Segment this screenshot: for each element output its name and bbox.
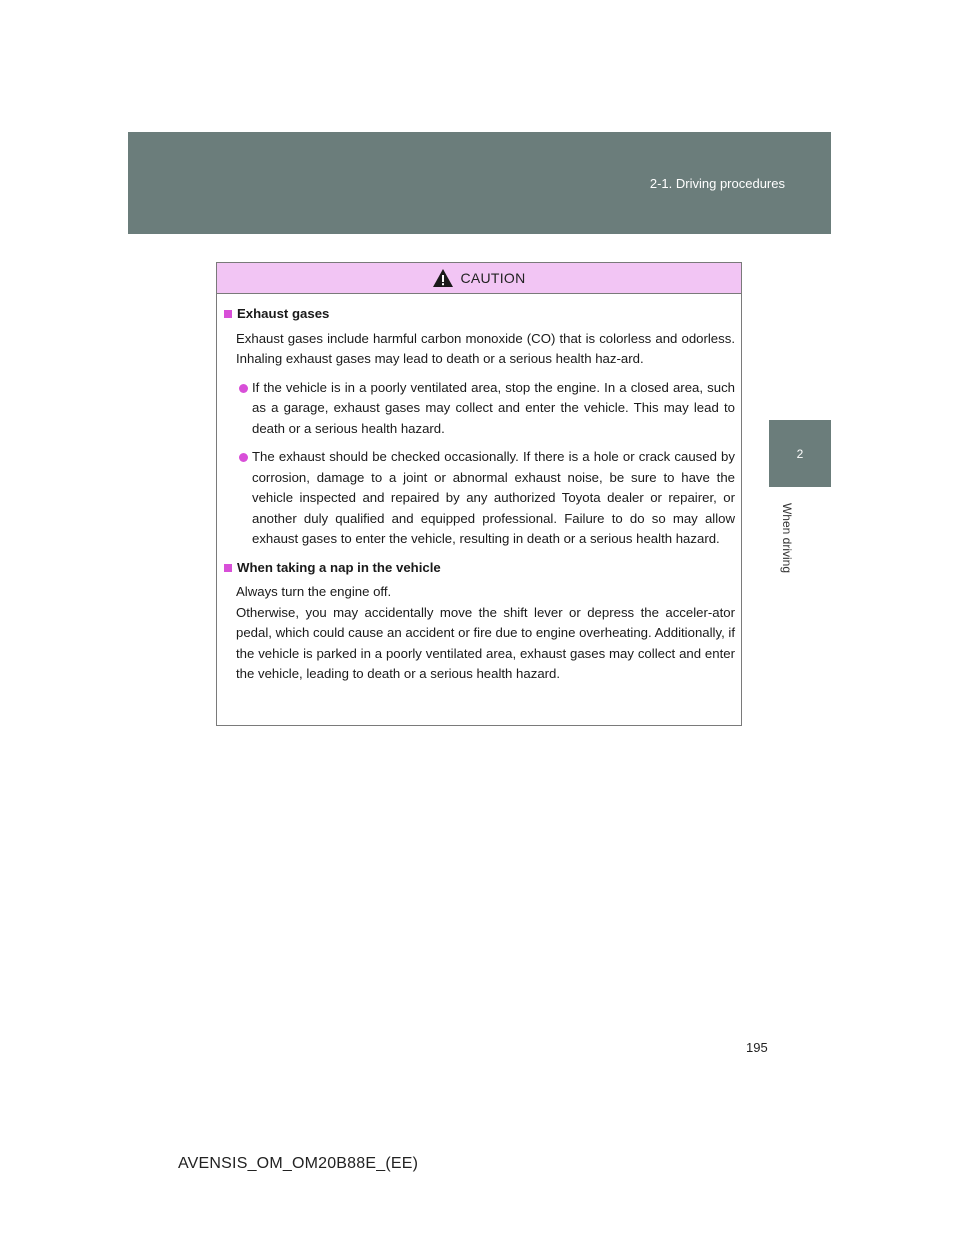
nap-heading: When taking a nap in the vehicle [221, 558, 737, 579]
caution-body [217, 294, 741, 685]
caution-header [217, 263, 741, 294]
chapter-tab [769, 420, 831, 487]
caution-title: CAUTION [460, 270, 526, 286]
document-code: AVENSIS_OM_OM20B88E_(EE) [178, 1155, 419, 1172]
section-title: 2-1. Driving procedures [649, 176, 785, 191]
chapter-number: 2 [796, 446, 804, 461]
header-band [128, 132, 831, 234]
exhaust-heading: Exhaust gases [221, 304, 737, 325]
nap-line-1: Always turn the engine off. [236, 584, 392, 599]
chapter-label [772, 492, 802, 584]
exhaust-bullet-1: If the vehicle is in a poorly ventilated area, stop the engine. In a closed area, such as a garage, exhaust gases may collect and enter the vehicle. This may lead to death or a serious health hazard. [221, 378, 737, 440]
page-number: 195 [746, 1040, 768, 1055]
exhaust-paragraph: Exhaust gases include harmful carbon monoxide (CO) that is colorless and odorless. Inhaling exhaust gases may lead to death or a serious health haz-ard. [236, 330, 735, 366]
chapter-label-text: When driving [780, 502, 794, 574]
nap-line-2: Otherwise, you may accidentally move the shift lever or depress the acceler-ator pedal, which could cause an accident or fire due to engine overheating. Additionally, if the vehicle is parked in a poorly ventilated area, exhaust gases may collect and enter the vehicle, leading to death or a serious health hazard. [236, 604, 736, 681]
exhaust-bullet-2: The exhaust should be checked occasionally. If there is a hole or crack caused by corrosion, damage to a joint or abnormal exhaust noise, be sure to have the vehicle inspected and repaired by any authorized Toyota dealer or repairer, or another duly qualified and equipped professional. Failure to do so may allow exhaust gases to enter the vehicle, resulting in death or a serious health hazard. [221, 447, 737, 550]
warning-triangle-icon [432, 268, 454, 288]
caution-box [216, 262, 742, 726]
